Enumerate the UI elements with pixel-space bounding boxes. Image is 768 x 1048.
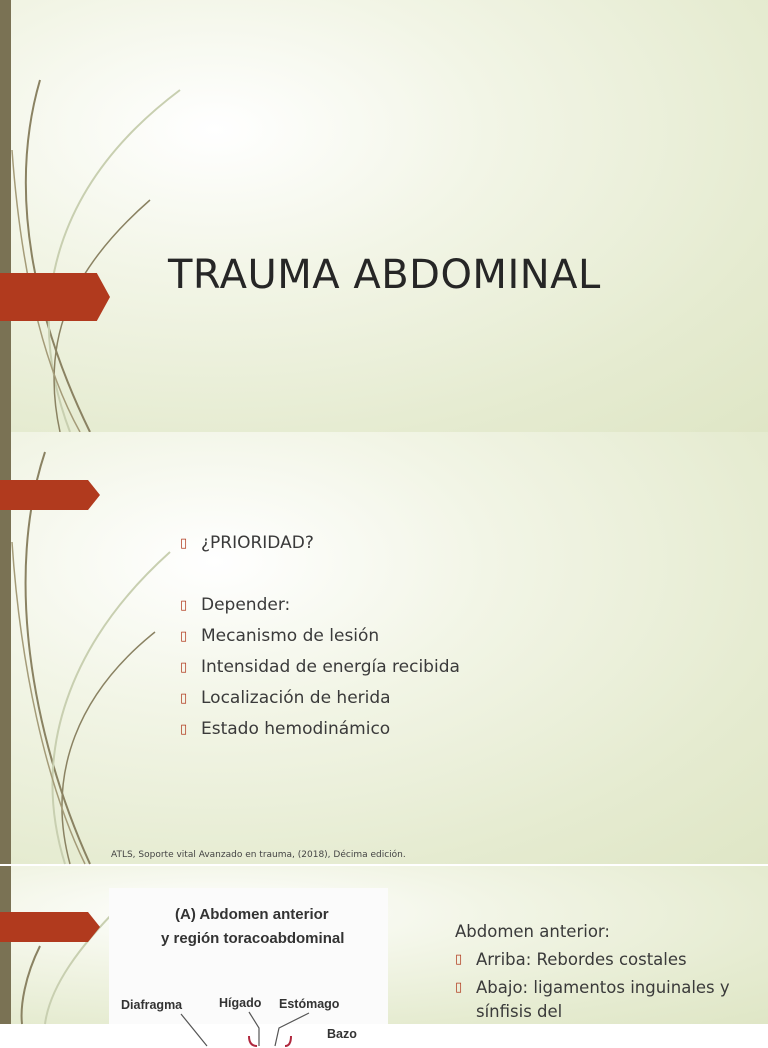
square-bullet-icon: ▯: [180, 629, 188, 644]
anatomy-figure: [109, 888, 388, 1041]
figure-leader-lines: [109, 888, 388, 1048]
figure-label-higado: Hígado: [219, 996, 262, 1010]
anatomy-text: [455, 918, 755, 1028]
list-item: [180, 621, 460, 652]
decorative-swoosh: [0, 0, 200, 432]
list-item-text: Mecanismo de lesión: [201, 626, 380, 646]
list-item: [180, 652, 460, 683]
bullet-list: [180, 528, 460, 745]
list-item-text: Arriba: Rebordes costales: [476, 950, 687, 969]
square-bullet-icon: ▯: [455, 980, 463, 995]
figure-label-estomago: Estómago: [279, 997, 340, 1011]
square-bullet-icon: ▯: [180, 722, 188, 737]
figure-subheading: y región toracoabdominal: [161, 930, 345, 947]
bullet-list: [455, 948, 755, 1024]
section-heading: Abdomen anterior:: [455, 922, 610, 941]
list-item-text: ¿PRIORIDAD?: [201, 533, 314, 553]
square-bullet-icon: ▯: [180, 691, 188, 706]
square-bullet-icon: ▯: [455, 952, 463, 967]
list-item-text: Localización de herida: [201, 688, 391, 708]
list-item-text: Depender:: [201, 595, 291, 615]
list-item: [180, 683, 460, 714]
list-item: [180, 590, 460, 621]
figure-label-diafragma: Diafragma: [121, 998, 183, 1012]
list-item: [180, 528, 460, 559]
list-item-text: Abajo: ligamentos inguinales y sínfisis del: [476, 978, 730, 1021]
square-bullet-icon: ▯: [180, 536, 188, 551]
list-item: [455, 976, 755, 1024]
list-item-text: Intensidad de energía recibida: [201, 657, 460, 677]
figure-heading: (A) Abdomen anterior: [175, 906, 329, 923]
square-bullet-icon: ▯: [180, 598, 188, 613]
slide-title: [0, 0, 768, 432]
accent-tab: [0, 912, 100, 942]
citation: ATLS, Soporte vital Avanzado en trauma, (2018), Décima edición.: [111, 850, 406, 860]
square-bullet-icon: ▯: [180, 660, 188, 675]
list-item-text: Estado hemodinámico: [201, 719, 391, 739]
slide-anatomy: [0, 866, 768, 1041]
accent-tab: [0, 480, 100, 510]
figure-label-bazo: Bazo: [327, 1027, 357, 1041]
list-item: [455, 948, 755, 972]
slide-priority: [0, 432, 768, 864]
slide-title-text: TRAUMA ABDOMINAL: [168, 252, 601, 298]
accent-tab: [0, 273, 110, 321]
list-item: [180, 714, 460, 745]
